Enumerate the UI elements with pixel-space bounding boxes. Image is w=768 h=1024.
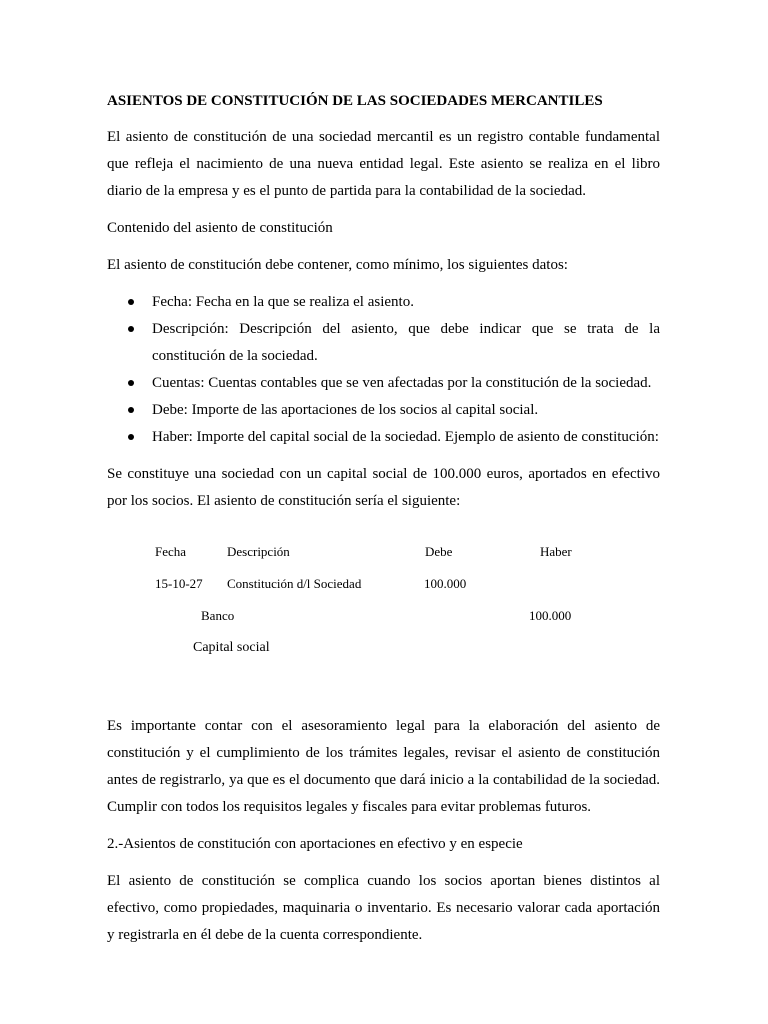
- bullet-icon: [128, 434, 134, 440]
- ledger-date: 15-10-27: [155, 576, 203, 591]
- ledger-header-debe: Debe: [425, 544, 453, 559]
- advice-paragraph: Es importante contar con el asesoramiento legal para la elaboración del asiento de constitución y el cumplimiento de los trámites legales, revisar el asiento de constitución antes de registrarlo, ya que es el documento que dará inicio a la contabilidad de la sociedad. Cumplir con todos los requisitos legales y fiscales para evitar problemas futuros.: [107, 718, 660, 815]
- list-item: [107, 289, 660, 316]
- bullet-icon: [128, 299, 134, 305]
- list-item: [107, 316, 660, 370]
- list-item-text: Fecha: Fecha en la que se realiza el asiento.: [152, 294, 414, 310]
- list-item-text: Descripción: Descripción del asiento, que debe indicar que se trata de la constitución de la sociedad.: [152, 321, 660, 364]
- section2-heading: 2.-Asientos de constitución con aportaciones en efectivo y en especie: [107, 836, 523, 852]
- list-item: [107, 397, 660, 424]
- ledger-description: Constitución d/l Sociedad: [227, 576, 362, 591]
- bullet-icon: [128, 407, 134, 413]
- section1-heading: Contenido del asiento de constitución: [107, 220, 333, 236]
- list-item-text: Debe: Importe de las aportaciones de los socios al capital social.: [152, 402, 539, 418]
- requirements-list: [107, 289, 660, 451]
- ledger-header-fecha: Fecha: [155, 544, 187, 559]
- list-item-text: Cuentas: Cuentas contables que se ven afectadas por la constitución de la sociedad.: [152, 375, 652, 391]
- section1-lead: El asiento de constitución debe contener, como mínimo, los siguientes datos:: [107, 257, 568, 273]
- section2-paragraph: El asiento de constitución se complica cuando los socios aportan bienes distintos al efectivo, como propiedades, maquinaria o inventario. Es necesario valorar cada aportación y registrarla en él debe de la cuenta correspondiente.: [107, 873, 660, 943]
- list-item-text: Haber: Importe del capital social de la sociedad. Ejemplo de asiento de constitución:: [152, 429, 659, 445]
- bullet-icon: [128, 326, 134, 332]
- document-title: ASIENTOS DE CONSTITUCIÓN DE LAS SOCIEDADES MERCANTILES: [107, 93, 603, 109]
- ledger-account-banco: Banco: [201, 608, 235, 623]
- intro-paragraph: El asiento de constitución de una sociedad mercantil es un registro contable fundamental que refleja el nacimiento de una nueva entidad legal. Este asiento se realiza en el libro diario de la empresa y es el punto de partida para la contabilidad de la sociedad.: [107, 129, 660, 199]
- ledger-account-capital: Capital social: [193, 640, 270, 655]
- ledger-header-haber: Haber: [540, 544, 572, 559]
- ledger-haber-amount: 100.000: [529, 608, 572, 623]
- list-item: [107, 424, 660, 451]
- bullet-icon: [128, 380, 134, 386]
- ledger-debe-amount: 100.000: [424, 576, 467, 591]
- ledger-header-descripcion: Descripción: [227, 544, 290, 559]
- example-paragraph: Se constituye una sociedad con un capital social de 100.000 euros, aportados en efectivo por los socios. El asiento de constitución sería el siguiente:: [107, 466, 660, 509]
- list-item: [107, 370, 660, 397]
- document-body: [107, 88, 660, 959]
- ledger-entry: [107, 525, 660, 705]
